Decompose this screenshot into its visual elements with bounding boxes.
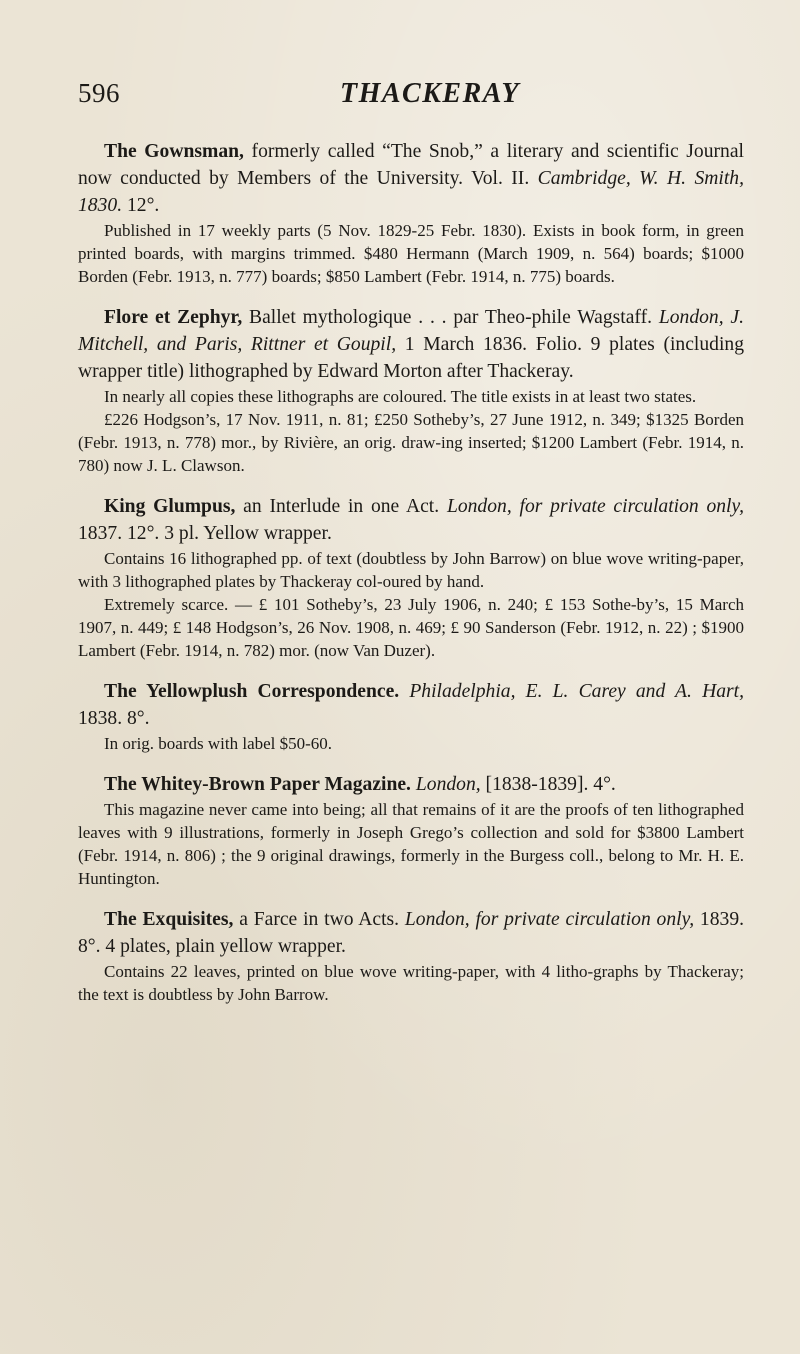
entry-flore-et-zephyr (78, 304, 744, 477)
entry-details: [1838-1839]. 4°. (480, 774, 616, 795)
entry-note: This magazine never came into being; all that remains of it are the proofs of ten lithographed leaves with 9 illustrations, formerly in Joseph Grego’s collection and sold for $3800 Lambert (Febr. 1914, n. 806) ; the 9 original drawings, formerly in the Burgess coll., belong to Mr. H. E. Huntington. (78, 800, 744, 888)
entry-description: an Interlude in one Act. (235, 496, 447, 517)
entry-imprint: London, J. Mitchell, and Paris, Rittner et Goupil, (78, 307, 745, 355)
entry-note: £226 Hodgson’s, 17 Nov. 1911, n. 81; £250 Sotheby’s, 27 June 1912, n. 349; $1325 Borden (Febr. 1913, n. 778) mor., by Rivière, an orig. draw-ing inserted; $1200 Lambert (Febr. 1914, n. 780) now J. L. Clawson. (78, 410, 744, 475)
entry-note: Published in 17 weekly parts (5 Nov. 1829-25 Febr. 1830). Exists in book form, in green printed boards, with margins trimmed. $480 Hermann (March 1909, n. 564) boards; $1000 Borden (Febr. 1913, n. 777) boards; $850 Lambert (Febr. 1914, n. 775) boards. (78, 221, 744, 286)
entry-title: The Exquisites, (104, 909, 234, 930)
entry-heading (78, 493, 744, 547)
entry-title: The Yellowplush Correspondence. (104, 681, 400, 702)
entry-description: a Farce in two Acts. (233, 909, 405, 930)
entry-details: 12°. (122, 195, 160, 216)
entry-note: In orig. boards with label $50-60. (104, 734, 333, 753)
running-head: THACKERAY (340, 78, 520, 109)
entry-gownsman (78, 138, 744, 288)
entry-title: Flore et Zephyr, (104, 307, 243, 328)
entry-description (399, 681, 409, 702)
entry-yellowplush (78, 678, 744, 755)
entry-description: Ballet mythologique . . . par Theo-phile Wagstaff. (242, 307, 659, 328)
page-header (78, 78, 738, 118)
entry-details: 1837. 12°. 3 pl. Yellow wrapper. (78, 523, 332, 544)
entry-heading (78, 906, 744, 960)
entry-title: The Gownsman, (104, 141, 244, 162)
page-number: 596 (78, 78, 120, 108)
entry-imprint: Cambridge, W. H. Smith, 1830. (78, 168, 745, 216)
entry-note: Extremely scarce. — £ 101 Sotheby’s, 23 July 1906, n. 240; £ 153 Sothe-by’s, 15 March 1907, n. 449; £ 148 Hodgson’s, 26 Nov. 1908, n. 469; £ 90 Sanderson (Febr. 1912, n. 22) ; $1900 Lambert (Febr. 1914, n. 782) mor. (now Van Duzer). (78, 595, 744, 660)
entry-note: Contains 22 leaves, printed on blue wove writing-paper, with 4 litho-graphs by Thackeray; the text is doubtless by John Barrow. (78, 962, 744, 1004)
entry-description: formerly called “The Snob,” a literary and scientific Journal now conducted by Members of the University. Vol. II. (78, 141, 744, 189)
entry-heading (78, 678, 744, 732)
entry-details: 1839. 8°. 4 plates, plain yellow wrapper. (78, 909, 745, 957)
entry-note: In nearly all copies these lithographs are coloured. The title exists in at least two states. (104, 387, 697, 406)
page-body (78, 138, 744, 1022)
entry-note: Contains 16 lithographed pp. of text (doubtless by John Barrow) on blue wove writing-paper, with 3 lithographed plates by Thackeray col-oured by hand. (78, 549, 744, 591)
entry-heading (78, 138, 744, 219)
entry-exquisites (78, 906, 744, 1006)
entry-details: 1838. 8°. (78, 708, 150, 729)
entry-heading (78, 771, 744, 798)
entry-heading (78, 304, 744, 385)
entry-imprint: London, for private circulation only, (446, 496, 745, 517)
entry-whitey-brown (78, 771, 744, 890)
entry-king-glumpus (78, 493, 744, 662)
entry-imprint: Philadelphia, E. L. Carey and A. Hart, (409, 681, 744, 702)
entry-title: The Whitey-Brown Paper Magazine. (104, 774, 411, 795)
entry-imprint: London, for private circulation only, (404, 909, 695, 930)
entry-title: King Glumpus, (104, 496, 236, 517)
entry-imprint: London, (415, 774, 481, 795)
entry-details: 1 March 1836. Folio. 9 plates (including wrapper title) lithographed by Edward Morton after Thackeray. (78, 334, 745, 382)
